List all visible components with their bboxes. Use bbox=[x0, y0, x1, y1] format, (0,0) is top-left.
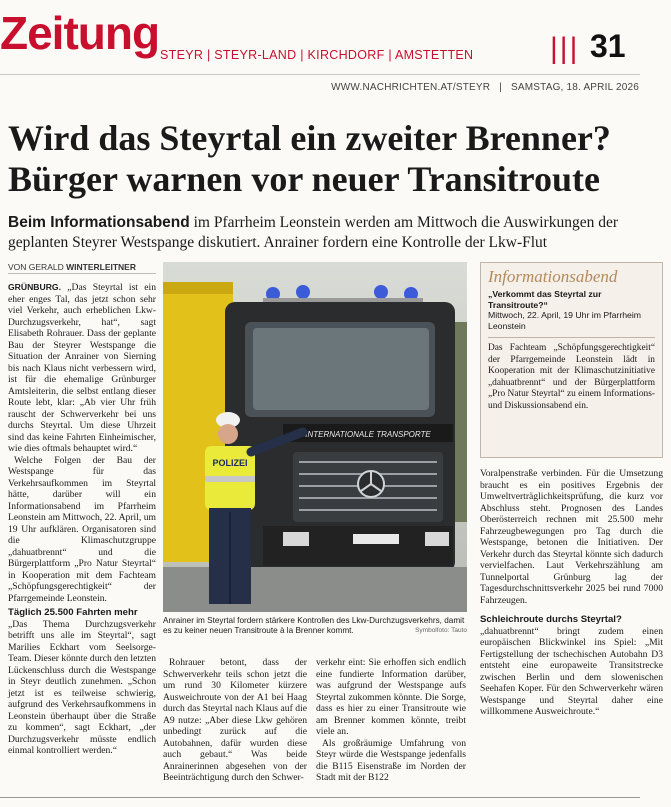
byline-author: WINTERLEITNER bbox=[66, 262, 136, 272]
info-box bbox=[480, 262, 663, 458]
page-meta bbox=[331, 82, 639, 93]
paragraph: Als großräumige Umfahrung von Steyr würde die Westspange jedenfalls die B115 Eisenstraße im Norden der Stadt mit der B122 bbox=[316, 737, 466, 783]
paragraph: „Das Thema Durchzugsverkehr betrifft uns alle im Steyrtal“, sagt Marilies Eckhart vom Seelsorge-Team. Dieser könnte durch den letzten Lückenschluss durch die Westspange in Steyr deutlich zunehmen. „Schon jetzt ist es teilweise schwierig, aufgrund des Verkehrsaufkommens in Leonstein überhaupt über die Straße zu kommen“, sagt Eckhart, „der Durchzugsverkehr müsste endlich einmal kontrolliert werden.“ bbox=[8, 618, 156, 756]
paragraph-text: „Das Steyrtal ist ein eher enges Tal, das jetzt schon sehr viel Verkehr, auch erheblichen Lkw-Durchzugsverkehr, hat“, sagt Elisabeth Rohrauer. Dass der geplante Bau der Steyrer Westspange die Situation der Anrainer von Sierning bis nach Klaus nicht verbessern wird, ist für die ehemalige Grünburger Amtsleiterin, die selbst entlang dieser Route lebt, klar: „Ab vier Uhr früh rauscht der Schwerverkehr bei uns durchs Steyrtal. Um diese Uhrzeit sind das keine Fahrten Einheimischer, wie dies oftmals behauptet wird.“ bbox=[8, 282, 156, 454]
photo-credit: Symbolfoto: Tauto bbox=[415, 627, 467, 634]
paragraph: „dahuatbrennt“ bringt zudem einen europäischen Blickwinkel ins Spiel: „Mit Fertigstellung der tschechischen Autobahn D3 entsteht eine europaweite Transitstrecke zwischen Berlin und dem slowenischen Seehafen Koper. Für den Schwerverkehr wären Westspange und Steyrtal daher eine willkommene Ausweichroute.“ bbox=[480, 625, 663, 717]
section-bars: ||| bbox=[550, 32, 580, 65]
header-divider bbox=[0, 74, 640, 75]
article-photo bbox=[163, 262, 467, 612]
byline bbox=[8, 262, 136, 272]
column-2 bbox=[163, 657, 307, 784]
truck-police-photo bbox=[163, 262, 467, 612]
meta-separator: | bbox=[499, 82, 503, 93]
column-1 bbox=[8, 282, 156, 757]
headline-line-1: Wird das Steyrtal ein zweiter Brenner? bbox=[8, 118, 611, 158]
headline-line-2: Bürger warnen vor neuer Transitroute bbox=[8, 159, 600, 199]
article-dek bbox=[8, 213, 648, 253]
website-url: WWW.NACHRICHTEN.AT/STEYR bbox=[331, 82, 491, 93]
dateline: GRÜNBURG. bbox=[8, 282, 61, 292]
region-list: STEYR | STEYR-LAND | KIRCHDORF | AMSTETTEN bbox=[160, 48, 474, 62]
paragraph: Welche Folgen der Bau der Westspange für das Verkehrsaufkommen im Steyrtal hätte, darüber will ein Informationsabend im Pfarrheim Leonstein am Mittwoch, 22. April, um 19 Uhr aufklären. Organisatoren sind die Klimaschutzgruppe „dahuatbrennt“ und die Bürgerplattform „Pro Natur Steyrtal“ in Kooperation mit dem Fachteam „Schöpfungsgerechtigkeit“ der Pfarrgemeinde Leonstein. bbox=[8, 454, 156, 604]
photo-caption bbox=[163, 616, 467, 636]
column-3 bbox=[316, 657, 466, 784]
dek-text: im Pfarrheim Leonstein werden am Mittwoch die Auswirkungen der geplanten Steyrer Westspange diskutiert. Anrainer fordern eine Kontrolle der Lkw-Flut bbox=[8, 214, 619, 251]
paragraph: Voralpenstraße verbinden. Für die Umsetzung braucht es ein positives Ergebnis der Umweltverträglichkeitsprüfung, die kurz vor Abschluss steht. Prognosen des Landes Oberösterreich rechnen mit 25.500 mehr Fahrzeugbewegungen pro Tag durch die Westspange, betonen die Initiativen. Der Verkehr durch das Steyrtal könnte sich dadurch vervielfachen. Laut Verkehrszählung am Tunnelportal Grünburg lag der Tagesdurchschnittsverkehr 2025 bei rund 7000 Fahrzeugen. bbox=[480, 468, 663, 606]
info-box-divider bbox=[488, 337, 655, 338]
caption-text: Anrainer im Steyrtal fordern stärkere Kontrollen des Lkw-Durchzugsverkehrs, damit es zu keiner neuen Transitroute à la Brenner kommt. bbox=[163, 616, 465, 635]
event-time-location: Mittwoch, 22. April, 19 Uhr im Pfarrheim Leonstein bbox=[488, 310, 642, 331]
subheading: Schleichroute durchs Steyrtal? bbox=[480, 614, 622, 625]
paragraph bbox=[8, 282, 156, 455]
footer-divider bbox=[0, 797, 640, 798]
info-box-body: Das Fachteam „Schöpfungsgerechtigkeit“ der Pfarrgemeinde Leonstein lädt in Kooperation mit der Klimaschutzinitiative „dahuatbrennt“ und der Bürgerplattform „Pro Natur Steyrtal“ zu einem Informations- und Diskussionsabend ein. bbox=[488, 343, 655, 411]
headline bbox=[8, 118, 638, 200]
issue-date: SAMSTAG, 18. APRIL 2026 bbox=[511, 82, 639, 93]
paragraph: verkehr eint: Sie erhoffen sich endlich eine fundierte Information darüber, was aufgrund der Westspange aufs Steyrtal zukommen könnte. Die Sorge, dass es hier zu einer Transitroute wie am Brenner kommen könnte, treibt viele an. bbox=[316, 657, 466, 737]
byline-prefix: VON GERALD bbox=[8, 262, 67, 272]
byline-divider bbox=[8, 273, 156, 274]
police-vest-label: POLIZEI bbox=[212, 458, 248, 468]
newspaper-brand: Zeitung bbox=[0, 7, 160, 59]
paragraph: Rohrauer betont, dass der Schwerverkehr teils schon jetzt die um rund 30 Kilometer kürzere Ausweichroute von der A1 bei Haag durch das Steyrtal nach Klaus auf die A9 nutze: „Aber diese Lkw gehören unbedingt zurück auf die Autobahnen, dafür wurden diese auch gebaut.“ Was beide Anrainerinnen abgesehen von der Beeinträchtigung durch den Schwer- bbox=[163, 657, 307, 783]
dek-lead: Beim Informationsabend bbox=[8, 214, 190, 231]
truck-sign-text: INTERNATIONALE TRANSPORTE bbox=[305, 430, 431, 439]
info-box-title: Informationsabend bbox=[488, 267, 618, 286]
column-4 bbox=[480, 468, 663, 718]
subheading: Täglich 25.500 Fahrten mehr bbox=[8, 607, 138, 618]
event-title: „Verkommt das Steyrtal zur Transitroute?“ bbox=[488, 289, 602, 310]
page-number: 31 bbox=[590, 28, 626, 64]
